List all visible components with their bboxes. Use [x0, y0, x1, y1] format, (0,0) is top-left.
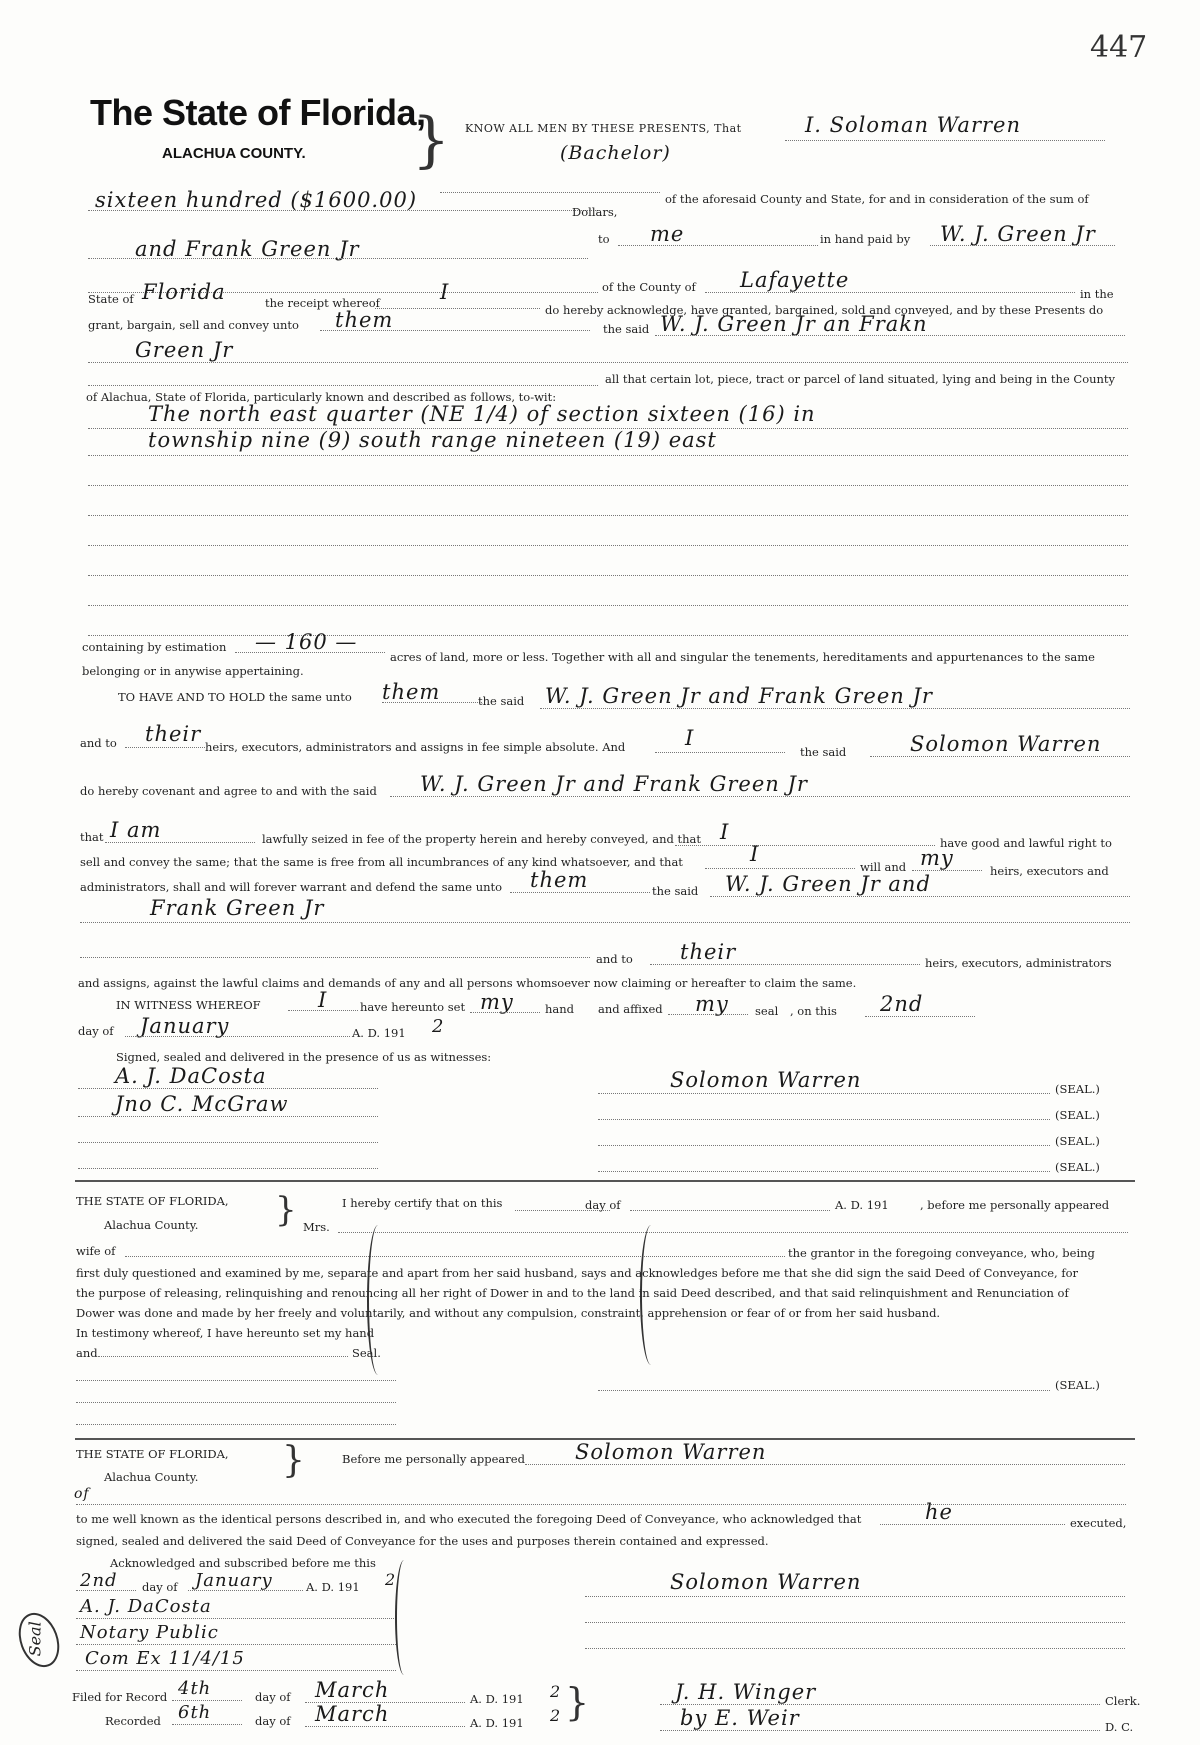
ack-ad: A. D. 191 — [306, 1580, 360, 1594]
recorded-label: Recorded — [105, 1714, 161, 1728]
recorded-year: 2 — [550, 1706, 562, 1725]
day-name: 2nd — [880, 992, 924, 1016]
in-the-label: in the — [1080, 287, 1114, 301]
ack-day-of: day of — [142, 1580, 178, 1594]
to-have-text: TO HAVE AND TO HOLD the same unto — [118, 690, 352, 704]
notary-commission: Com Ex 11/4/15 — [85, 1648, 245, 1669]
dollars-label: Dollars, — [572, 205, 618, 219]
seal-1: (SEAL.) — [1055, 1082, 1100, 1096]
ack-executed: executed, — [1070, 1516, 1127, 1530]
recorded-day-line — [172, 1724, 242, 1725]
dower-rule-3 — [76, 1424, 396, 1425]
dower-ad: A. D. 191 — [835, 1198, 889, 1212]
witness-line — [288, 1010, 358, 1011]
acres-value: — 160 — — [255, 630, 358, 654]
seal-label: seal — [755, 1004, 779, 1018]
their-2-name: their — [680, 940, 737, 964]
filed-year: 2 — [550, 1682, 562, 1701]
seal-3: (SEAL.) — [1055, 1134, 1100, 1148]
clerk-line — [660, 1704, 1100, 1705]
ack-state: THE STATE OF FLORIDA, — [76, 1447, 229, 1461]
seal-4: (SEAL.) — [1055, 1160, 1100, 1174]
notary-title: Notary Public — [80, 1622, 219, 1643]
witness-2-name: Jno C. McGraw — [115, 1092, 289, 1116]
dower-wife-line — [125, 1256, 785, 1257]
bachelor-note: (Bachelor) — [560, 142, 671, 164]
county-name: Lafayette — [740, 268, 850, 292]
desc-rule-8 — [88, 635, 1128, 636]
recorded-day-of: day of — [255, 1714, 291, 1728]
county-heading: ALACHUA COUNTY. — [162, 145, 306, 162]
ack-well-known: to me well known as the identical persons described in, and who executed the foregoing Deed of Conveyance, who acknowledged that — [76, 1512, 862, 1526]
their-2-line — [650, 964, 920, 965]
dower-certify: I hereby certify that on this — [342, 1196, 503, 1210]
dower-and: and — [76, 1346, 98, 1360]
their-line — [125, 747, 205, 748]
dower-mark-1 — [367, 1225, 389, 1375]
filed-day: 4th — [178, 1678, 212, 1699]
receipt-name: I — [440, 280, 450, 304]
that-line — [105, 842, 255, 843]
ack-day: 2nd — [80, 1570, 118, 1591]
on-this-label: , on this — [790, 1004, 837, 1018]
admin-line — [510, 892, 650, 893]
said-name-cont: Green Jr — [135, 338, 234, 362]
dower-mrs: Mrs. — [303, 1220, 330, 1234]
said-3-name: Solomon Warren — [910, 732, 1102, 756]
section-divider-1 — [75, 1180, 1135, 1182]
the-said-2: the said — [800, 745, 847, 759]
hand-label: hand — [545, 1002, 575, 1016]
desc-rule-4 — [88, 515, 1128, 516]
grantee-underline — [88, 258, 588, 259]
admin-said: the said — [652, 884, 699, 898]
to-have-name: them — [382, 680, 441, 704]
ack-he-line — [880, 1524, 1065, 1525]
my2-name: my — [695, 992, 729, 1016]
desc-rule-2 — [88, 455, 1128, 456]
know-all-men-text: KNOW ALL MEN BY THESE PRESENTS, That — [465, 122, 742, 135]
of-alachua-text: of Alachua, State of Florida, particularly known and described as follows, to-wit: — [86, 390, 557, 404]
to-label: to — [598, 232, 610, 246]
and-to-2-label: and to — [596, 952, 633, 966]
heirs-exec-text: heirs, executors and — [990, 864, 1109, 878]
dower-seal: Seal. — [352, 1346, 381, 1360]
and-name: I — [685, 726, 695, 750]
dower-seal-end: (SEAL.) — [1055, 1378, 1100, 1392]
containing-label: containing by estimation — [82, 640, 227, 654]
desc-rule-3 — [88, 485, 1128, 486]
dower-and-line — [98, 1356, 348, 1357]
to-name: me — [650, 222, 685, 246]
dower-mark-2 — [640, 1225, 662, 1365]
year-digit: 2 — [432, 1016, 445, 1037]
unto-name: them — [335, 308, 394, 332]
unto-line — [320, 330, 590, 331]
lawfully-name: I — [720, 820, 730, 844]
notary-line-3 — [76, 1670, 396, 1671]
that-name: I am — [110, 818, 162, 842]
recorded-day: 6th — [178, 1702, 212, 1723]
witness-1-name: A. J. DaCosta — [115, 1064, 267, 1088]
notary-paren — [395, 1560, 413, 1675]
acres-text: acres of land, more or less. Together with all and singular the tenements, hereditaments and appurtenances to the same — [390, 650, 1095, 664]
dower-line-1: first duly questioned and examined by me, separate and apart from her said husband, says and acknowledges before me that she did sign the said Deed of Conveyance, for — [76, 1266, 1079, 1280]
heirs-text: heirs, executors, administrators and assigns in fee simple absolute. And — [205, 740, 626, 754]
good-right-text: have good and lawful right to — [940, 836, 1112, 850]
county-of-label: of the County of — [602, 280, 696, 294]
ack-sig-line-1 — [585, 1596, 1125, 1597]
do-hereby-text: do hereby acknowledge, have granted, bargained, sold and conveyed, and by these Presents do — [545, 303, 1104, 317]
grantor-signature: Solomon Warren — [670, 1068, 862, 1092]
recorded-month: March — [315, 1702, 390, 1726]
lawfully-text: lawfully seized in fee of the property herein and hereby conveyed, and that — [262, 832, 702, 846]
will-and-label: will and — [860, 860, 907, 874]
said-name: W. J. Green Jr an Frakn — [660, 312, 928, 336]
frank-name: Frank Green Jr — [150, 896, 325, 920]
ack-signed: signed, sealed and delivered the said Deed of Conveyance for the uses and purposes therein contained and expressed. — [76, 1534, 769, 1548]
document-title: The State of Florida, — [90, 92, 426, 133]
dower-county: Alachua County. — [104, 1218, 199, 1232]
dc-label: D. C. — [1105, 1720, 1134, 1734]
seal-2: (SEAL.) — [1055, 1108, 1100, 1122]
dower-testimony: In testimony whereof, I have hereunto set my hand — [76, 1326, 375, 1340]
grantor-name: I. Soloman Warren — [805, 113, 1021, 137]
desc-rule-5 — [88, 545, 1128, 546]
said-3-line — [870, 756, 1130, 757]
witness-2-line — [78, 1116, 378, 1117]
header-brace: } — [412, 105, 451, 175]
dower-brace: } — [275, 1190, 297, 1230]
covenant-name: W. J. Green Jr and Frank Green Jr — [420, 772, 808, 796]
aforesaid-text: of the aforesaid County and State, for and in consideration of the sum of — [665, 192, 1089, 206]
ack-year: 2 — [385, 1570, 397, 1589]
filed-day-line — [172, 1700, 242, 1701]
my-name: my — [920, 846, 954, 870]
dower-line-3: Dower was done and made by her freely and voluntarily, and without any compulsion, constraint, apprehension or fear of or from her said husband. — [76, 1306, 941, 1320]
filed-ad: A. D. 191 — [470, 1692, 524, 1706]
filing-brace: } — [565, 1680, 590, 1724]
ack-appeared-name: Solomon Warren — [575, 1440, 767, 1464]
blank-line-1 — [88, 385, 598, 386]
filed-day-of: day of — [255, 1690, 291, 1704]
notary-name: A. J. DaCosta — [80, 1596, 212, 1617]
dower-mrs-line — [338, 1232, 1128, 1233]
their-name: their — [145, 722, 202, 746]
page-number: 447 — [1090, 30, 1148, 65]
and-line — [655, 752, 785, 753]
dower-grantor: the grantor in the foregoing conveyance, who, being — [788, 1246, 1095, 1260]
dower-wife-of: wife of — [76, 1244, 116, 1258]
notary-line-2 — [76, 1644, 396, 1645]
day-line — [865, 1016, 975, 1017]
dc-line — [660, 1730, 1100, 1731]
belonging-text: belonging or in anywise appertaining. — [82, 664, 304, 678]
all-that-text: all that certain lot, piece, tract or parcel of land situated, lying and being in the County — [605, 372, 1116, 386]
acres-line — [235, 652, 385, 653]
grant-sell-text: grant, bargain, sell and convey unto — [88, 318, 299, 332]
dower-line-2: the purpose of releasing, relinquishing and renouncing all her right of Dower in and to the land in said Deed described, and that said relinquishment and Renunciation of — [76, 1286, 1069, 1300]
frank-line — [80, 922, 1130, 923]
my2-line — [668, 1014, 748, 1015]
my1-line — [470, 1012, 540, 1013]
notary-seal-stamp — [12, 1607, 67, 1673]
state-name: Florida — [142, 280, 226, 304]
sum-line — [88, 210, 598, 211]
filed-label: Filed for Record — [72, 1690, 168, 1704]
filed-month: March — [315, 1678, 390, 1702]
lawfully-line — [675, 845, 935, 846]
said-line — [655, 335, 1125, 336]
administrators-text: administrators, shall and will forever warrant and defend the same unto — [80, 880, 503, 894]
ack-brace: } — [282, 1440, 305, 1481]
covenant-text: do hereby covenant and agree to and with the said — [80, 784, 377, 798]
dower-rule-2 — [76, 1402, 396, 1403]
signed-text: Signed, sealed and delivered in the presence of us as witnesses: — [116, 1050, 492, 1064]
desc-rule-7 — [88, 605, 1128, 606]
witness-4-line — [78, 1168, 378, 1169]
dower-rule-1 — [76, 1380, 396, 1381]
hand-paid-label: in hand paid by — [820, 232, 911, 246]
sig-line-2 — [598, 1119, 1050, 1120]
sell-convey-text: sell and convey the same; that the same is free from all incumbrances of any kind whatsoever, and that — [80, 855, 683, 869]
ack-month: January — [195, 1570, 273, 1591]
to-have-said-line — [540, 708, 1130, 709]
sig-line-1 — [598, 1093, 1050, 1094]
month-line — [125, 1036, 350, 1037]
clerk-label: Clerk. — [1105, 1694, 1141, 1708]
and-to-2-line — [80, 957, 590, 958]
to-have-said: the said — [478, 694, 525, 708]
witness-1-line — [78, 1088, 378, 1089]
that-label: that — [80, 830, 104, 844]
to-have-line — [382, 702, 482, 703]
ack-sig-line-3 — [585, 1648, 1125, 1649]
ack-of: of — [74, 1486, 90, 1502]
dower-state: THE STATE OF FLORIDA, — [76, 1194, 229, 1208]
affixed-label: and affixed — [598, 1002, 663, 1016]
sum-text: sixteen hundred ($1600.00) — [95, 188, 418, 212]
sig-line-3 — [598, 1145, 1050, 1146]
sig-line-4 — [598, 1171, 1050, 1172]
admin-name: them — [530, 868, 589, 892]
witness-3-line — [78, 1142, 378, 1143]
ack-month-line — [188, 1590, 303, 1591]
notary-line-1 — [76, 1618, 396, 1619]
receipt-line — [375, 308, 540, 309]
witness-label: IN WITNESS WHEREOF — [116, 998, 261, 1012]
witness-name: I — [318, 988, 328, 1012]
the-said-label: the said — [603, 322, 650, 336]
ack-appeared-line — [525, 1464, 1125, 1465]
recorded-month-line — [305, 1726, 465, 1727]
heirs-admin-text: heirs, executors, administrators — [925, 956, 1112, 970]
sell-name: I — [750, 842, 760, 866]
clerk-signature: J. H. Winger — [675, 1680, 817, 1704]
ack-of-line — [76, 1504, 1126, 1505]
day-of-label: day of — [78, 1024, 114, 1038]
sell-line — [705, 868, 855, 869]
and-assigns-text: and assigns, against the lawful claims and demands of any and all persons whomsoever now claiming or hereafter to claim the same. — [78, 976, 857, 990]
receipt-label: the receipt whereof — [265, 296, 380, 310]
ack-before: Before me personally appeared — [342, 1452, 525, 1466]
grantor-line-2 — [440, 192, 660, 193]
month-name: January — [140, 1014, 230, 1038]
recorded-ad: A. D. 191 — [470, 1716, 524, 1730]
ack-he: he — [925, 1500, 953, 1524]
grantee1-line — [930, 245, 1115, 246]
state-of-label: State of — [88, 292, 134, 306]
county-name-line — [705, 292, 1075, 293]
have-hereunto-label: have hereunto set — [360, 1000, 466, 1014]
to-have-said-name: W. J. Green Jr and Frank Green Jr — [545, 684, 933, 708]
description-line-1: The north east quarter (NE 1/4) of section sixteen (16) in — [148, 402, 816, 426]
said-cont-line — [88, 362, 1128, 363]
dower-day-of: day of — [585, 1198, 621, 1212]
admin-said-line — [710, 896, 1130, 897]
and-to-label: and to — [80, 736, 117, 750]
description-line-2: township nine (9) south range nineteen (19) east — [148, 428, 717, 452]
to-line — [618, 245, 818, 246]
ad-label: A. D. 191 — [352, 1026, 406, 1040]
grantee-line1: W. J. Green Jr — [940, 222, 1096, 246]
ack-county: Alachua County. — [104, 1470, 199, 1484]
covenant-line — [390, 796, 1130, 797]
ack-acknowledged: Acknowledged and subscribed before me this — [110, 1556, 376, 1570]
grantee-line2: and Frank Green Jr — [135, 237, 360, 261]
seal-stamp-text: Seal — [25, 1621, 45, 1657]
grantor-line — [785, 140, 1105, 141]
dower-before: , before me personally appeared — [920, 1198, 1110, 1212]
my-line — [912, 870, 982, 871]
my1-name: my — [480, 990, 514, 1014]
ack-signature: Solomon Warren — [670, 1570, 862, 1594]
admin-said-name: W. J. Green Jr and — [725, 872, 931, 896]
dower-sig-line — [598, 1390, 1050, 1391]
dower-month-line — [630, 1210, 830, 1211]
dc-signature: by E. Weir — [680, 1706, 800, 1730]
desc-rule-6 — [88, 575, 1128, 576]
ack-sig-line-2 — [585, 1622, 1125, 1623]
ack-day-line — [76, 1590, 136, 1591]
